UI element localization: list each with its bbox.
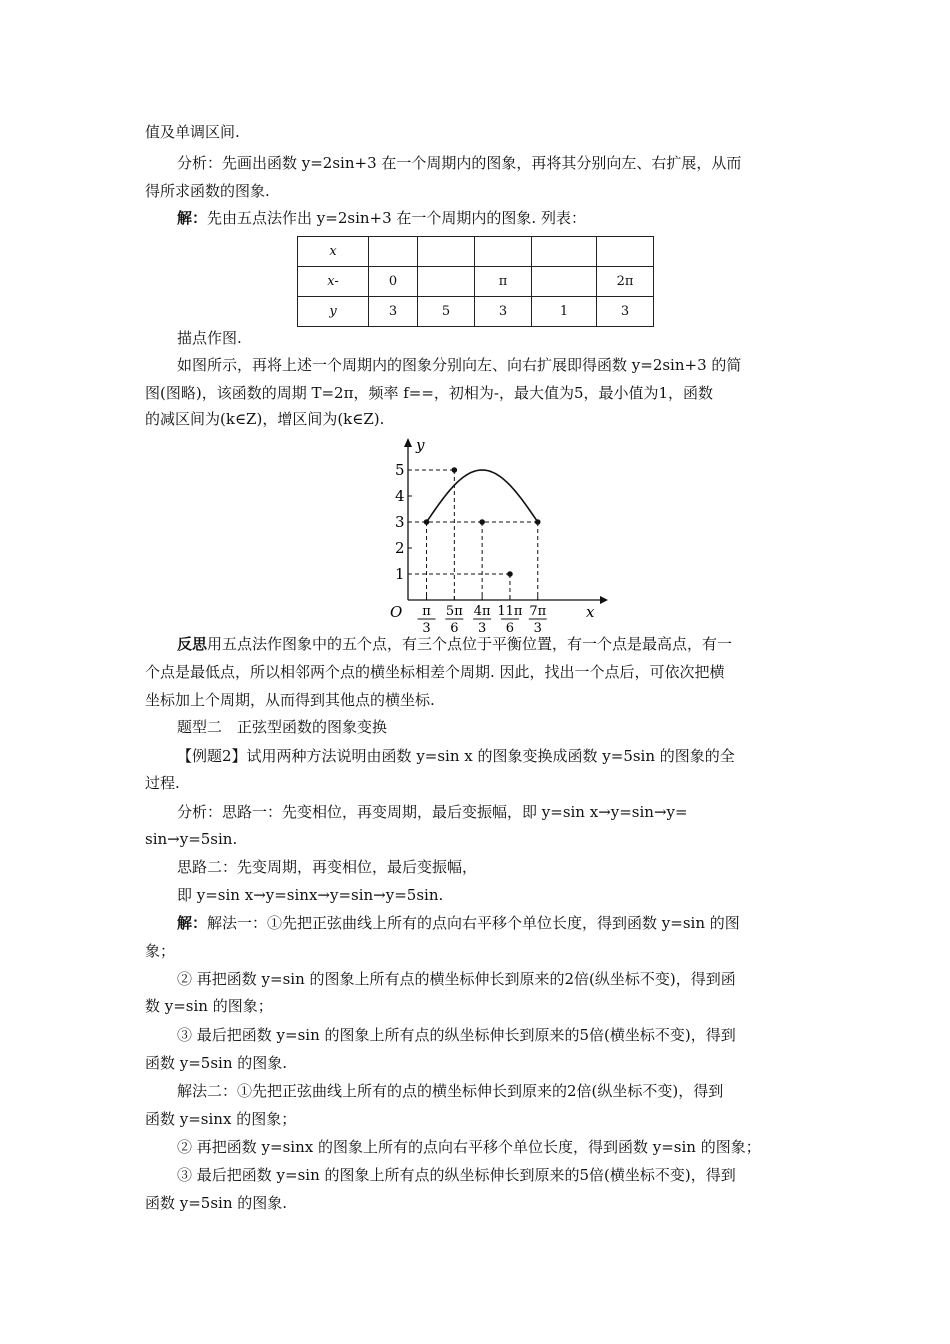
y-tick-label: 3: [395, 513, 405, 531]
text-line-4: [177, 208, 586, 228]
x-axis-label: x: [586, 603, 595, 621]
table-cell: [597, 237, 654, 267]
text-line-16: sin→y=5sin.: [145, 830, 238, 848]
table-cell: 3: [369, 297, 418, 327]
text-line-9: [177, 634, 732, 654]
x-tick-numerator: π: [422, 604, 431, 619]
text-line-5: 描点作图.: [177, 329, 242, 347]
table-cell: π: [475, 267, 532, 297]
table-cell: [475, 237, 532, 267]
data-point: [479, 519, 485, 525]
table-cell: [532, 237, 597, 267]
reflection-label: 反思: [177, 635, 208, 653]
data-point: [507, 571, 513, 577]
table-cell: 0: [369, 267, 418, 297]
y-tick-label: 4: [395, 487, 405, 505]
table-cell: 3: [597, 297, 654, 327]
y-tick-label: 5: [395, 461, 405, 479]
x-tick-numerator: 11π: [497, 604, 523, 619]
chart-axes: [404, 438, 608, 604]
table-row: [298, 267, 654, 297]
reflection-text: 用五点法作图象中的五个点，有三个点位于平衡位置，有一个点是最高点，有一: [207, 635, 733, 653]
x-tick-denominator: 6: [450, 621, 459, 635]
text-line-13: 【例题2】试用两种方法说明由函数 y=sin x 的图象变换成函数 y=5sin 的图象的全: [177, 747, 735, 765]
text-line-10: 个点是最低点，所以相邻两个点的横坐标相差个周期. 因此，找出一个点后，可依次把横: [145, 663, 725, 681]
text-line-25: 解法二：①先把正弦曲线上所有的点的横坐标伸长到原来的2倍(纵坐标不变)，得到: [177, 1082, 724, 1100]
x-tick-numerator: 5π: [445, 604, 463, 619]
data-point: [424, 519, 430, 525]
text-line-19: [177, 913, 740, 933]
y-tick-label: 1: [395, 565, 405, 583]
y-axis-label: y: [416, 436, 425, 454]
value-table: [297, 236, 654, 327]
text-line-24: 函数 y=5sin 的图象.: [145, 1054, 288, 1072]
text-line-29: 函数 y=5sin 的图象.: [145, 1194, 288, 1212]
y-tick-label: 2: [395, 539, 405, 557]
chart-labels: [390, 436, 595, 635]
text-line-15: 分析：思路一：先变相位，再变周期，最后变振幅，即 y=sin x→y=sin→y=: [177, 803, 688, 821]
table-cell: y: [298, 297, 369, 327]
chart-curve: [427, 470, 538, 522]
text-line-27: ② 再把函数 y=sinx 的图象上所有的点向右平移个单位长度，得到函数 y=sin 的图象；: [177, 1138, 761, 1156]
table-cell: 5: [418, 297, 475, 327]
x-tick-denominator: 3: [533, 621, 542, 635]
text-line-7: 图(图略)，该函数的周期 T=2π，频率 f==，初相为-，最大值为5，最小值为1，函数: [145, 384, 714, 402]
text-line-18: 即 y=sin x→y=sinx→y=sin→y=5sin.: [177, 886, 444, 904]
origin-label: O: [390, 603, 403, 621]
text-line-17: 思路二：先变周期，再变相位，最后变振幅，: [177, 858, 478, 876]
text-line-6: 如图所示，再将上述一个周期内的图象分别向左、向右扩展即得函数 y=2sin+3 的简: [177, 356, 742, 374]
table-cell: 3: [475, 297, 532, 327]
table-cell: [369, 237, 418, 267]
x-tick-numerator: 4π: [473, 604, 491, 619]
table-cell: x-: [298, 267, 369, 297]
x-tick-denominator: 6: [505, 621, 515, 635]
text-line-11: 坐标加上个周期，从而得到其他点的横坐标.: [145, 691, 435, 709]
table-row: [298, 297, 654, 327]
text-line-21: ② 再把函数 y=sin 的图象上所有点的横坐标伸长到原来的2倍(纵坐标不变)，得到函: [177, 970, 736, 988]
text-line-23: ③ 最后把函数 y=sin 的图象上所有点的纵坐标伸长到原来的5倍(横坐标不变)，得到: [177, 1026, 736, 1044]
y-axis-arrow: [404, 438, 412, 447]
text-line-26: 函数 y=sinx 的图象；: [145, 1110, 297, 1128]
solution-text-2: 解法一：①先把正弦曲线上所有的点向右平移个单位长度，得到函数 y=sin 的图: [207, 914, 740, 932]
section-heading: 题型二 正弦型函数的图象变换: [177, 718, 388, 736]
text-line-22: 数 y=sin 的图象；: [145, 997, 273, 1015]
x-axis-arrow: [600, 596, 608, 604]
table-cell: [532, 267, 597, 297]
data-point: [452, 467, 458, 473]
solution-label: 解：: [177, 209, 208, 227]
x-tick-numerator: 7π: [529, 604, 547, 619]
text-line-20: 象；: [145, 942, 176, 960]
text-line-3: 得所求函数的图象.: [145, 182, 270, 200]
text-line-2: 分析：先画出函数 y=2sin+3 在一个周期内的图象，再将其分别向左、右扩展，从而: [177, 154, 742, 172]
table-cell: [418, 267, 475, 297]
chart-guides: [408, 470, 538, 600]
table-cell: 1: [532, 297, 597, 327]
table-cell: [418, 237, 475, 267]
solution-label-2: 解：: [177, 914, 208, 932]
x-tick-denominator: 3: [422, 621, 431, 635]
solution-text: 先由五点法作出 y=2sin+3 在一个周期内的图象. 列表：: [207, 209, 586, 227]
table-cell: 2π: [597, 267, 654, 297]
text-line-8: 的减区间为(k∈Z)，增区间为(k∈Z).: [145, 410, 385, 428]
table-cell: x: [298, 237, 369, 267]
text-line-1: 值及单调区间.: [145, 123, 240, 141]
sine-graph: [378, 435, 613, 635]
table-row: [298, 237, 654, 267]
x-tick-denominator: 3: [478, 621, 487, 635]
text-line-28: ③ 最后把函数 y=sin 的图象上所有点的纵坐标伸长到原来的5倍(横坐标不变)，得到: [177, 1166, 736, 1184]
data-point: [535, 519, 541, 525]
text-line-14: 过程.: [145, 774, 180, 792]
sine-curve: [427, 470, 538, 522]
